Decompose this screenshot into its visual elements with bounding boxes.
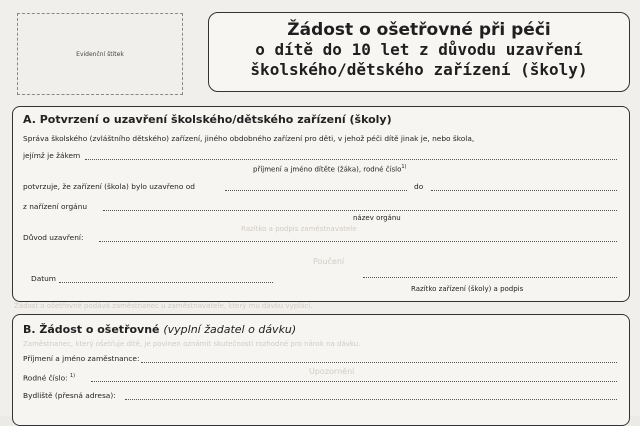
form-title — [209, 20, 629, 80]
school-field[interactable] — [85, 159, 617, 160]
title-line-2: o dítě do 10 let z důvodu uzavření — [255, 40, 583, 59]
section-a — [12, 106, 630, 302]
intro-line-1: Správa školského (zvláštního dětského) zařízení, jiného obdobného zařízení pro děti, v jehož péči dítě jinak je, nebo škola, — [23, 134, 475, 143]
date-label: Datum — [31, 274, 57, 283]
order-label: z nařízení orgánu — [23, 202, 88, 211]
closed-to-field[interactable] — [431, 190, 617, 191]
bleed-through-heading: Poučení — [313, 257, 345, 266]
section-b-heading: B. Žádost o ošetřovné (vyplní žadatel o dávku) — [23, 323, 297, 336]
section-b — [12, 314, 630, 426]
confirm-label: potvrzuje, že zařízení (škola) bylo uzavřeno od — [23, 182, 195, 191]
reason-field[interactable] — [99, 241, 617, 242]
title-line-3: školského/dětského zařízení (školy) — [250, 60, 588, 79]
record-label-caption: Evidenční štítek — [76, 50, 124, 58]
reason-label: Důvod uzavření: — [23, 233, 84, 242]
bleed-through-text: Razítko a podpis zaměstnavatele — [241, 225, 357, 233]
birth-number-label: Rodné číslo: $^{1)}$ — [23, 373, 76, 383]
address-field[interactable] — [125, 399, 617, 400]
to-label: do — [414, 182, 424, 191]
closed-from-field[interactable] — [225, 190, 407, 191]
employee-name-field[interactable] — [141, 362, 617, 363]
record-label-box — [17, 13, 183, 95]
bleed-through-text: Žádost o ošetřovné podává zaměstnanec u zaměstnavatele, který mu dávku vyplácí. — [14, 302, 313, 310]
date-field[interactable] — [59, 282, 273, 283]
bleed-through-text: Zaměstnanec, který ošetřuje dítě, je povinen oznámit skutečnosti rozhodné pro nárok na dávku. — [23, 340, 361, 348]
title-box — [208, 12, 630, 92]
intro-line-2: jejímž je žákem — [23, 151, 81, 160]
stamp-signature-field[interactable] — [363, 277, 617, 278]
bleed-through-heading: Upozornění — [309, 367, 355, 376]
child-caption: příjmení a jméno dítěte (žáka), rodné číslo$^{1)}$ — [253, 164, 407, 174]
stamp-caption: Razítko zařízení (školy) a podpis — [411, 285, 524, 293]
authority-caption: název orgánu — [353, 214, 401, 222]
section-a-heading: A. Potvrzení o uzavření školského/dětského zařízení (školy) — [23, 113, 392, 126]
authority-field[interactable] — [103, 210, 617, 211]
employee-name-label: Příjmení a jméno zaměstnance: — [23, 354, 140, 363]
title-line-1: Žádost o ošetřovné při péči — [287, 20, 551, 40]
address-label: Bydliště (přesná adresa): — [23, 391, 116, 400]
birth-number-field[interactable] — [91, 381, 617, 382]
